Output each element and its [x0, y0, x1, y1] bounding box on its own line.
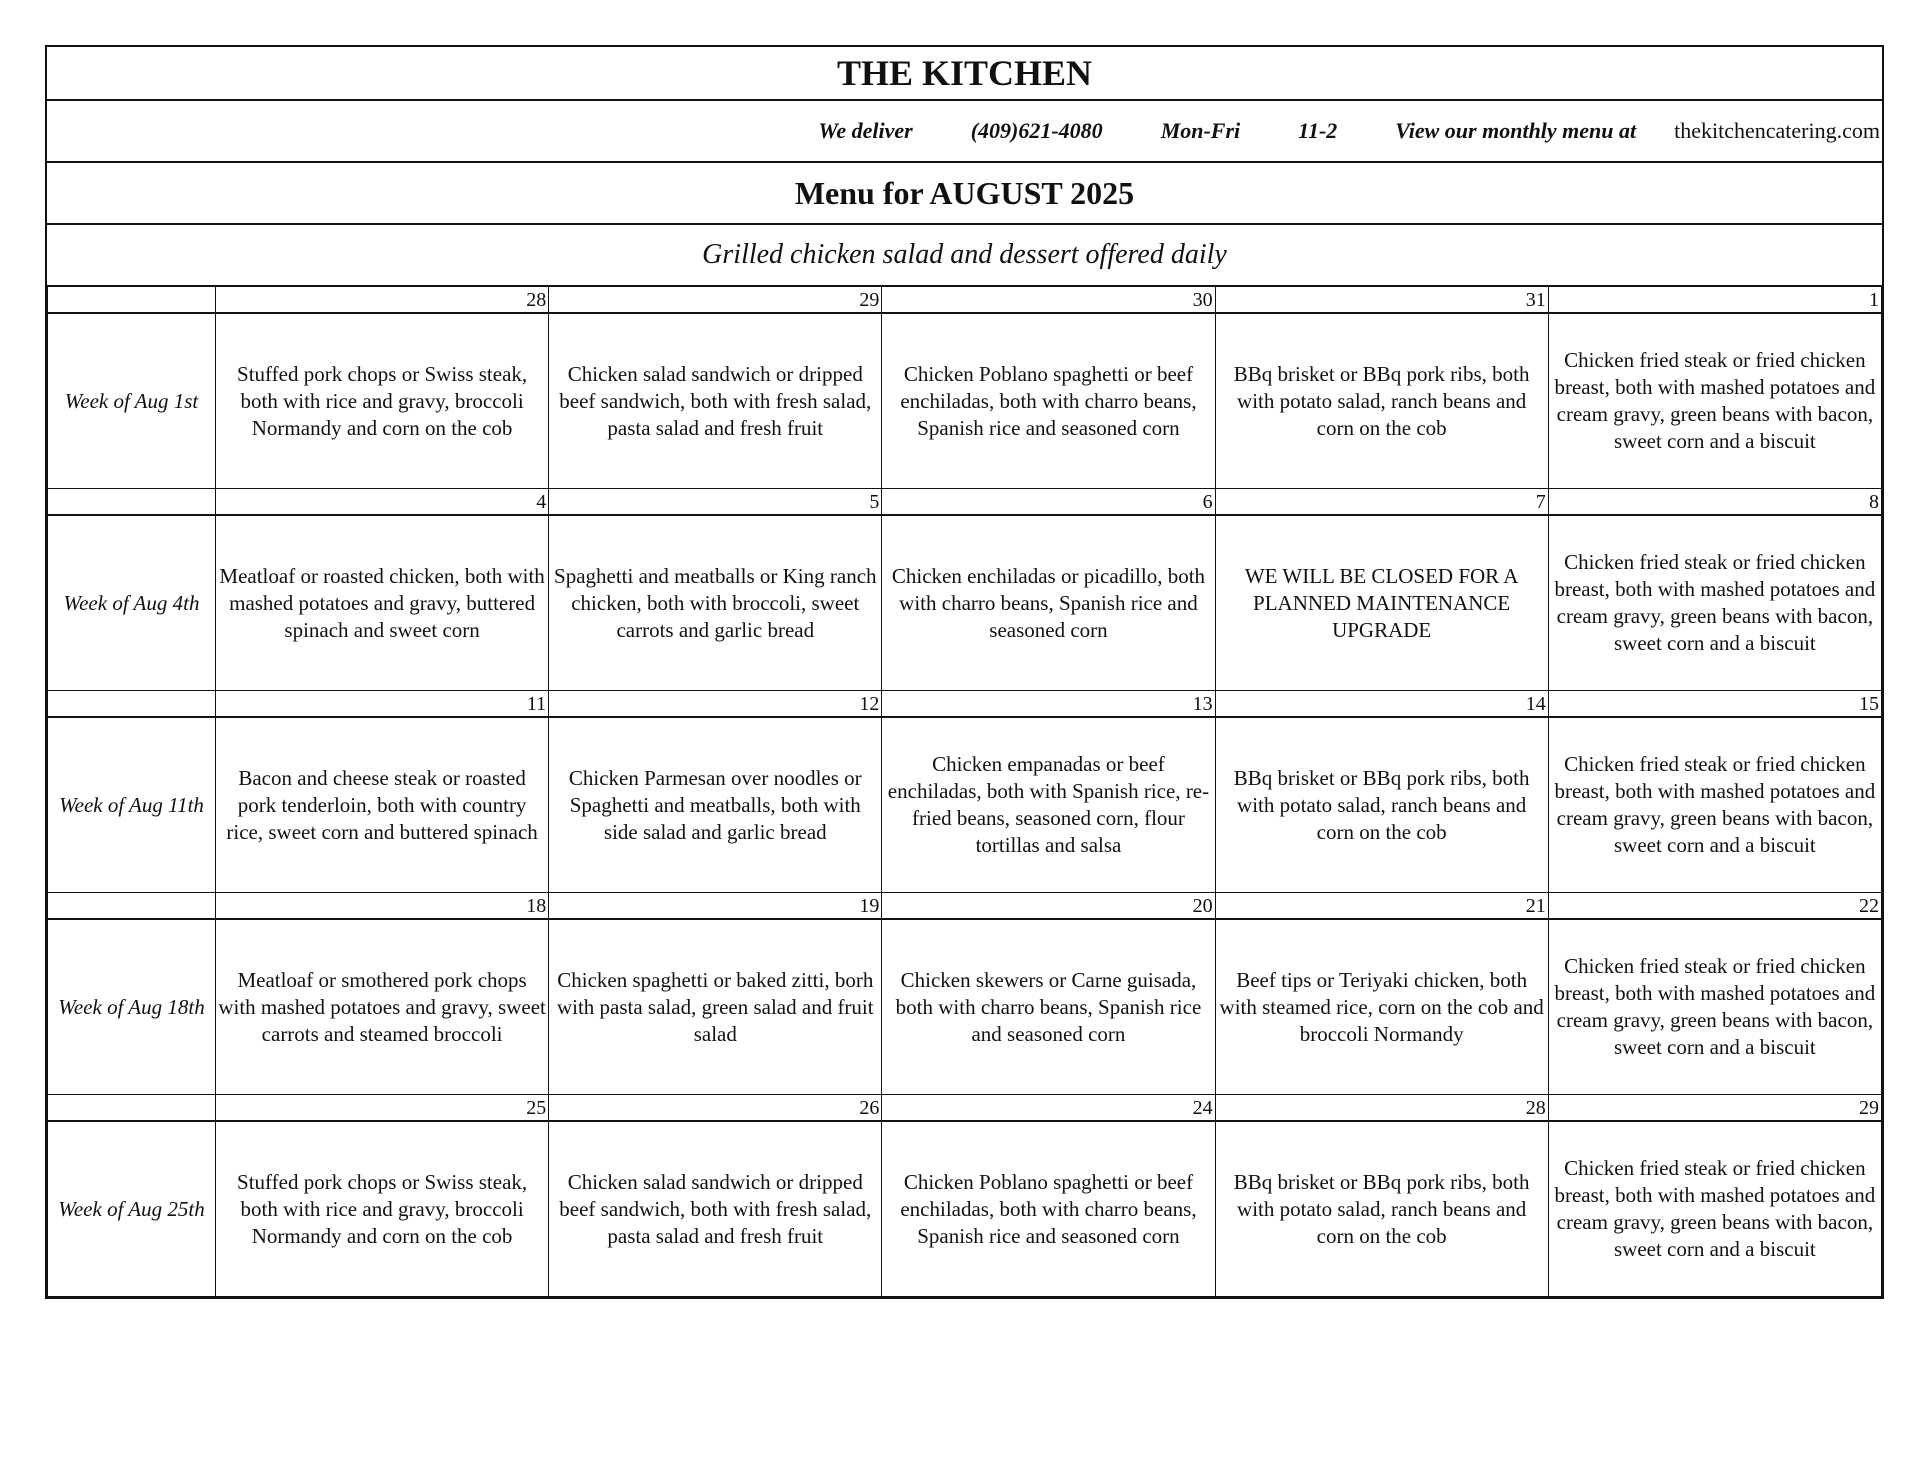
meal-cell: BBq brisket or BBq pork ribs, both with potato salad, ranch beans and corn on the cob [1215, 1121, 1548, 1297]
date-cell: 30 [882, 287, 1215, 314]
date-cell: 5 [549, 489, 882, 516]
date-cell: 8 [1548, 489, 1881, 516]
week-row [48, 717, 1882, 893]
meal-cell: WE WILL BE CLOSED FOR A PLANNED MAINTENANCE UPGRADE [1215, 515, 1548, 691]
date-cell: 31 [1215, 287, 1548, 314]
info-hours: 11-2 [1298, 118, 1338, 143]
date-row [48, 489, 1882, 516]
meal-cell: Bacon and cheese steak or roasted pork tenderloin, both with country rice, sweet corn and buttered spinach [216, 717, 549, 893]
date-cell: 21 [1215, 893, 1548, 920]
week-label: Week of Aug 25th [48, 1121, 216, 1297]
meal-cell: Chicken fried steak or fried chicken breast, both with mashed potatoes and cream gravy, green beans with bacon, sweet corn and a biscuit [1548, 919, 1881, 1095]
meal-cell: Meatloaf or smothered pork chops with mashed potatoes and gravy, sweet carrots and steamed broccoli [216, 919, 549, 1095]
website-link[interactable]: thekitchencatering.com [1674, 118, 1880, 143]
meal-cell: Chicken empanadas or beef enchiladas, both with Spanish rice, re-fried beans, seasoned corn, flour tortillas and salsa [882, 717, 1215, 893]
meal-cell: Chicken Poblano spaghetti or beef enchiladas, both with charro beans, Spanish rice and seasoned corn [882, 1121, 1215, 1297]
meal-cell: Chicken spaghetti or baked zitti, borh with pasta salad, green salad and fruit salad [549, 919, 882, 1095]
meal-cell: Chicken enchiladas or picadillo, both with charro beans, Spanish rice and seasoned corn [882, 515, 1215, 691]
menu-title: Menu for AUGUST 2025 [47, 163, 1882, 225]
week-label: Week of Aug 4th [48, 515, 216, 691]
week-row [48, 919, 1882, 1095]
meal-cell: Stuffed pork chops or Swiss steak, both with rice and gravy, broccoli Normandy and corn on the cob [216, 313, 549, 489]
date-cell: 28 [216, 287, 549, 314]
date-cell: 4 [216, 489, 549, 516]
meal-cell: Meatloaf or roasted chicken, both with mashed potatoes and gravy, buttered spinach and sweet corn [216, 515, 549, 691]
date-cell: 12 [549, 691, 882, 718]
date-cell-blank [48, 489, 216, 516]
date-cell: 13 [882, 691, 1215, 718]
meal-cell: Chicken fried steak or fried chicken breast, both with mashed potatoes and cream gravy, green beans with bacon, sweet corn and a biscuit [1548, 717, 1881, 893]
meal-cell: Chicken fried steak or fried chicken breast, both with mashed potatoes and cream gravy, green beans with bacon, sweet corn and a biscuit [1548, 313, 1881, 489]
meal-cell: Beef tips or Teriyaki chicken, both with steamed rice, corn on the cob and broccoli Normandy [1215, 919, 1548, 1095]
meal-cell: Chicken Parmesan over noodles or Spaghetti and meatballs, both with side salad and garlic bread [549, 717, 882, 893]
date-cell: 11 [216, 691, 549, 718]
date-cell: 28 [1215, 1095, 1548, 1122]
date-cell: 25 [216, 1095, 549, 1122]
meal-cell: Stuffed pork chops or Swiss steak, both with rice and gravy, broccoli Normandy and corn on the cob [216, 1121, 549, 1297]
date-cell: 24 [882, 1095, 1215, 1122]
daily-note: Grilled chicken salad and dessert offered daily [47, 225, 1882, 286]
meal-cell: Chicken Poblano spaghetti or beef enchiladas, both with charro beans, Spanish rice and seasoned corn [882, 313, 1215, 489]
date-cell-blank [48, 691, 216, 718]
date-cell: 29 [1548, 1095, 1881, 1122]
date-cell: 22 [1548, 893, 1881, 920]
restaurant-title: THE KITCHEN [47, 47, 1882, 101]
meal-cell: Chicken skewers or Carne guisada, both with charro beans, Spanish rice and seasoned corn [882, 919, 1215, 1095]
menu-calendar [47, 286, 1882, 1297]
meal-cell: BBq brisket or BBq pork ribs, both with potato salad, ranch beans and corn on the cob [1215, 717, 1548, 893]
date-cell-blank [48, 1095, 216, 1122]
week-label: Week of Aug 1st [48, 313, 216, 489]
date-cell: 18 [216, 893, 549, 920]
meal-cell: Chicken fried steak or fried chicken breast, both with mashed potatoes and cream gravy, green beans with bacon, sweet corn and a biscuit [1548, 515, 1881, 691]
date-row [48, 893, 1882, 920]
info-view-menu: View our monthly menu at [1395, 118, 1637, 143]
date-cell: 14 [1215, 691, 1548, 718]
meal-cell: Chicken fried steak or fried chicken breast, both with mashed potatoes and cream gravy, green beans with bacon, sweet corn and a biscuit [1548, 1121, 1881, 1297]
meal-cell: BBq brisket or BBq pork ribs, both with potato salad, ranch beans and corn on the cob [1215, 313, 1548, 489]
info-days: Mon-Fri [1160, 118, 1241, 143]
week-label: Week of Aug 18th [48, 919, 216, 1095]
date-cell: 15 [1548, 691, 1881, 718]
date-cell-blank [48, 893, 216, 920]
date-cell: 20 [882, 893, 1215, 920]
week-row [48, 515, 1882, 691]
date-cell-blank [48, 287, 216, 314]
week-row [48, 1121, 1882, 1297]
meal-cell: Chicken salad sandwich or dripped beef sandwich, both with fresh salad, pasta salad and fresh fruit [549, 1121, 882, 1297]
menu-sheet [45, 45, 1884, 1299]
delivery-info [47, 101, 1882, 163]
date-row [48, 691, 1882, 718]
date-cell: 1 [1548, 287, 1881, 314]
date-cell: 7 [1215, 489, 1548, 516]
date-row [48, 287, 1882, 314]
date-cell: 26 [549, 1095, 882, 1122]
date-cell: 19 [549, 893, 882, 920]
info-phone: (409)621-4080 [970, 118, 1103, 143]
date-row [48, 1095, 1882, 1122]
info-deliver: We deliver [818, 118, 913, 143]
date-cell: 29 [549, 287, 882, 314]
week-label: Week of Aug 11th [48, 717, 216, 893]
meal-cell: Chicken salad sandwich or dripped beef sandwich, both with fresh salad, pasta salad and fresh fruit [549, 313, 882, 489]
meal-cell: Spaghetti and meatballs or King ranch chicken, both with broccoli, sweet carrots and garlic bread [549, 515, 882, 691]
date-cell: 6 [882, 489, 1215, 516]
week-row [48, 313, 1882, 489]
